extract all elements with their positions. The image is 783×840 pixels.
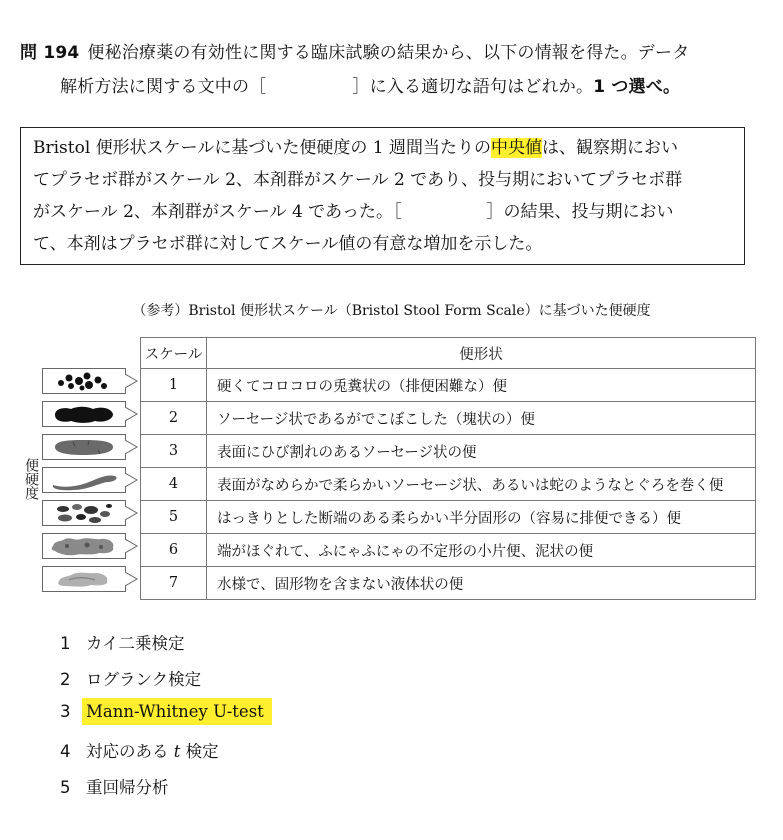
option-5[interactable] (60, 774, 169, 798)
table-row (141, 534, 756, 567)
question-text-2: 解析方法に関する文中の［ ］に入る適切な語句はどれか。 (60, 77, 594, 97)
bristol-scale-table (140, 337, 756, 600)
arrow-icons (125, 368, 139, 600)
option-number: 3 (60, 702, 71, 721)
shape-description: 表面にひび割れのあるソーセージ状の便 (207, 435, 756, 468)
question-number: 問 194 (20, 43, 80, 63)
option-2[interactable] (60, 666, 201, 690)
passage-text: Bristol 便形状スケールに基づいた便硬度の 1 週間当たりの (33, 138, 491, 158)
scale-value: 4 (141, 468, 207, 501)
option-number: 2 (60, 670, 71, 689)
question-instruction: 1 つ選べ。 (593, 77, 681, 97)
shape-description: 水様で、固形物を含まない液体状の便 (207, 567, 756, 600)
table-row (141, 435, 756, 468)
shape-description: 表面がなめらかで柔らかいソーセージ状、あるいは蛇のようなとぐろを巻く便 (207, 468, 756, 501)
option-text: 検定 (180, 742, 219, 761)
shape-description: 硬くてコロコロの兎糞状の（排便困難な）便 (207, 369, 756, 402)
passage-line-2: てプラセボ群がスケール 2、本剤群がスケール 2 であり、投与期においてプラセボ群 (33, 170, 683, 190)
shape-description: ソーセージ状であるがでこぼこした（塊状の）便 (207, 402, 756, 435)
stool-image-7 (42, 566, 126, 592)
option-number: 1 (60, 634, 71, 653)
stool-image-6 (42, 533, 126, 559)
reference-title: （参考）Bristol 便形状スケール（Bristol Stool Form Scale）に基づいた便硬度 (132, 303, 651, 319)
option-1[interactable] (60, 630, 185, 654)
table-row (141, 567, 756, 600)
scale-value: 7 (141, 567, 207, 600)
option-4[interactable] (60, 738, 219, 762)
scale-value: 2 (141, 402, 207, 435)
table-row (141, 468, 756, 501)
passage-box (20, 127, 745, 265)
table-header-row (141, 338, 756, 369)
stool-image-3 (42, 434, 126, 460)
question-line-1 (20, 38, 689, 63)
table-row (141, 369, 756, 402)
header-scale: スケール (141, 338, 207, 369)
shape-description: 端がほぐれて、ふにゃふにゃの不定形の小片便、泥状の便 (207, 534, 756, 567)
option-text: ログランク検定 (86, 670, 202, 689)
passage-line-3: がスケール 2、本剤群がスケール 4 であった。［ ］の結果、投与期におい (33, 202, 674, 222)
option-3[interactable] (60, 702, 272, 721)
passage-text: は、観察期におい (541, 138, 678, 158)
table-row (141, 501, 756, 534)
stool-hardness-label (22, 458, 38, 500)
option-text: 対応のある (86, 742, 174, 761)
question-text-1: 便秘治療薬の有効性に関する臨床試験の結果から、以下の情報を得た。データ (87, 43, 690, 63)
option-text-highlighted: Mann-Whitney U-test (82, 698, 272, 725)
option-text: カイ二乗検定 (86, 634, 185, 653)
question-line-2 (60, 72, 680, 97)
table-row (141, 402, 756, 435)
scale-value: 5 (141, 501, 207, 534)
stool-image-4 (42, 467, 126, 493)
stool-image-5 (42, 500, 126, 526)
header-shape: 便形状 (207, 338, 756, 369)
passage-line-1 (33, 132, 732, 164)
option-number: 4 (60, 742, 71, 761)
scale-value: 3 (141, 435, 207, 468)
scale-value: 6 (141, 534, 207, 567)
side-label-text: 便硬度 (23, 458, 39, 500)
passage-line-4: て、本剤はプラセボ群に対してスケール値の有意な増加を示した。 (33, 234, 543, 254)
stool-image-2 (42, 401, 126, 427)
option-number: 5 (60, 778, 71, 797)
highlighted-term: 中央値 (490, 138, 542, 158)
option-text-italic: t (173, 742, 181, 761)
stool-image-1 (42, 368, 126, 394)
shape-description: はっきりとした断端のある柔らかい半分固形の（容易に排便できる）便 (207, 501, 756, 534)
option-text: 重回帰分析 (86, 778, 169, 797)
scale-value: 1 (141, 369, 207, 402)
